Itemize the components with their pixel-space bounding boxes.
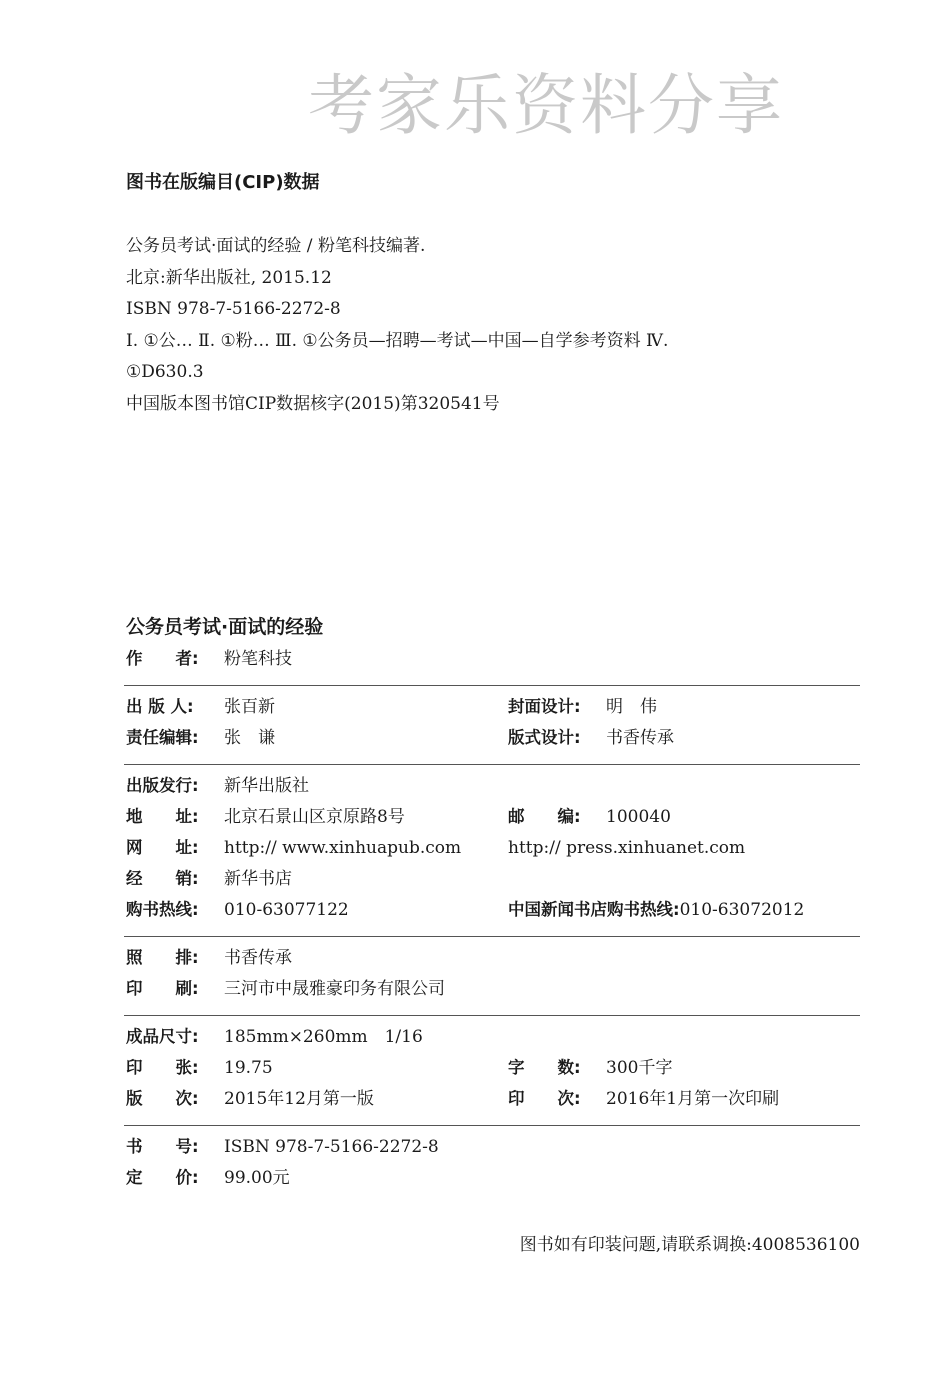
hotline2-value: 010-63072012 <box>679 900 805 920</box>
book-title: 公务员考试·面试的经验 <box>126 616 324 638</box>
price-label: 定 价: <box>126 1168 199 1187</box>
author-row <box>126 647 292 671</box>
author-label: 作 者: <box>126 649 199 668</box>
issuer-label: 出版发行: <box>126 776 199 795</box>
publisher-row <box>126 695 275 719</box>
size-value: 185mm×260mm 1/16 <box>224 1027 423 1047</box>
cip-block <box>126 231 668 420</box>
sheets-label: 印 张: <box>126 1058 199 1077</box>
words-value: 300千字 <box>606 1058 673 1078</box>
printer-row <box>126 977 445 1001</box>
cip-line: 公务员考试·面试的经验 / 粉笔科技编著. <box>126 236 426 256</box>
issuer-value: 新华出版社 <box>224 776 309 796</box>
printing-label: 印 次: <box>508 1089 581 1108</box>
divider <box>124 1125 860 1126</box>
size-label: 成品尺寸: <box>126 1027 199 1046</box>
size-row <box>126 1025 423 1049</box>
price-value: 99.00元 <box>224 1168 290 1188</box>
website2-row <box>508 836 745 860</box>
watermark-text: 考家乐资料分享 <box>308 67 784 144</box>
issuer-row <box>126 774 309 798</box>
hotline2-label: 中国新闻书店购书热线: <box>508 900 680 919</box>
printing-row <box>508 1087 779 1111</box>
sheets-row <box>126 1056 273 1080</box>
website-label: 网 址: <box>126 838 199 857</box>
price-row <box>126 1166 290 1190</box>
cip-line: Ⅰ. ①公… Ⅱ. ①粉… Ⅲ. ①公务员—招聘—考试—中国—自学参考资料 Ⅳ. <box>126 330 669 351</box>
address-row <box>126 805 405 829</box>
hotline2-row <box>508 898 804 922</box>
postcode-row <box>508 805 671 829</box>
postcode-value: 100040 <box>606 807 671 827</box>
cip-heading: 图书在版编目(CIP)数据 <box>126 172 320 193</box>
address-label: 地 址: <box>126 807 199 826</box>
printer-label: 印 刷: <box>126 979 199 998</box>
isbn-value: ISBN 978-7-5166-2272-8 <box>224 1137 439 1157</box>
cover-design-row <box>508 695 657 719</box>
printer-value: 三河市中晟雅豪印务有限公司 <box>224 979 445 999</box>
publisher-label: 出 版 人: <box>126 697 194 716</box>
footer-notice: 图书如有印装问题,请联系调换:4008536100 <box>519 1235 860 1255</box>
divider <box>124 936 860 937</box>
divider <box>124 764 860 765</box>
hotline-row <box>126 898 349 922</box>
words-label: 字 数: <box>508 1058 581 1077</box>
words-row <box>508 1056 672 1080</box>
distributor-value: 新华书店 <box>224 869 292 889</box>
layout-design-value: 书香传承 <box>606 728 674 748</box>
isbn-row <box>126 1135 439 1159</box>
hotline-label: 购书热线: <box>126 900 199 919</box>
cip-line: 北京:新华出版社, 2015.12 <box>126 267 332 288</box>
distributor-label: 经 销: <box>126 869 199 888</box>
website-value: http:// www.xinhuapub.com <box>224 838 462 858</box>
typeset-label: 照 排: <box>126 948 199 967</box>
edition-value: 2015年12月第一版 <box>224 1089 374 1109</box>
typeset-value: 书香传承 <box>224 948 292 968</box>
editor-value: 张 谦 <box>224 728 275 748</box>
divider <box>124 685 860 686</box>
editor-label: 责任编辑: <box>126 728 199 747</box>
sheets-value: 19.75 <box>224 1058 273 1078</box>
cover-design-value: 明 伟 <box>606 697 657 717</box>
publisher-value: 张百新 <box>224 697 275 717</box>
cover-design-label: 封面设计: <box>508 697 581 716</box>
distributor-row <box>126 867 292 891</box>
divider <box>124 1015 860 1016</box>
typeset-row <box>126 946 292 970</box>
author-value: 粉笔科技 <box>224 649 292 669</box>
address-value: 北京石景山区京原路8号 <box>224 807 405 827</box>
cip-line: ISBN 978-7-5166-2272-8 <box>126 299 341 319</box>
layout-design-row <box>508 726 674 750</box>
website2-value: http:// press.xinhuanet.com <box>508 838 746 858</box>
printing-value: 2016年1月第一次印刷 <box>606 1089 780 1109</box>
cip-line: ①D630.3 <box>126 362 204 382</box>
isbn-label: 书 号: <box>126 1137 199 1156</box>
edition-row <box>126 1087 374 1111</box>
hotline-value: 010-63077122 <box>224 900 349 920</box>
website-row <box>126 836 461 860</box>
cip-line: 中国版本图书馆CIP数据核字(2015)第320541号 <box>126 393 500 414</box>
postcode-label: 邮 编: <box>508 807 581 826</box>
layout-design-label: 版式设计: <box>508 728 581 747</box>
editor-row <box>126 726 275 750</box>
edition-label: 版 次: <box>126 1089 199 1108</box>
